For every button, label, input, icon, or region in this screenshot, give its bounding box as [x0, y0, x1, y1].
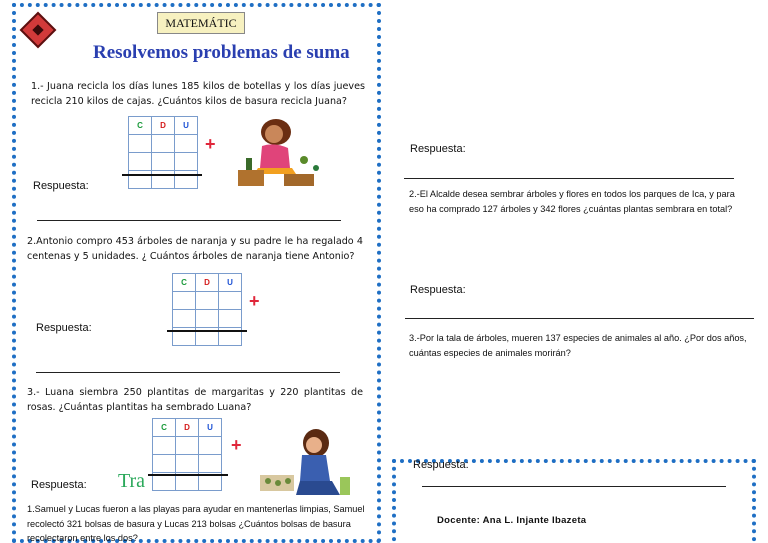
- right-answer-label-3: Respuesta:: [413, 459, 469, 471]
- problem-1-answer-label: Respuesta:: [33, 180, 89, 192]
- girl-planting-illustration: [256, 425, 354, 503]
- cdu-table-1: [128, 116, 198, 189]
- plus-sign-2: +: [249, 291, 260, 311]
- col-d: D: [196, 274, 219, 292]
- right-problem-3-text: 3.-Por la tala de árboles, mueren 137 especies de animales al año. ¿Por dos años, cuántas especies de animales morirán?: [409, 333, 747, 358]
- page-title: Resolvemos problemas de suma: [93, 42, 350, 63]
- right-answer-label-1: Respuesta:: [410, 143, 466, 155]
- problem-3-text: 3.- Luana siembra 250 plantitas de margaritas y 220 plantitas de rosas. ¿Cuántas plantitas ha sembrado Luana?: [27, 387, 363, 413]
- problem-1-text: 1.- Juana recicla los días lunes 185 kilos de botellas y los días jueves recicla 210 kilos de cajas. ¿Cuántos kilos de basura recicla Juana?: [31, 81, 365, 107]
- problem-3-answer-label: Respuesta:: [31, 479, 87, 491]
- sum-line-2: [167, 330, 247, 332]
- right-answer-line-1: [404, 178, 734, 179]
- dotted-border-right: [392, 459, 756, 543]
- col-u: U: [199, 419, 222, 437]
- col-c: C: [129, 117, 152, 135]
- plus-sign-3: +: [231, 435, 242, 455]
- col-c: C: [173, 274, 196, 292]
- col-u: U: [219, 274, 242, 292]
- problem-2-text: 2.Antonio compro 453 árboles de naranja y su padre le ha regalado 4 centenas y 5 unidades. ¿ Cuántos árboles de naranja tiene Antonio?: [27, 236, 363, 262]
- right-answer-line-3: [422, 486, 726, 487]
- col-d: D: [176, 419, 199, 437]
- right-answer-label-2: Respuesta:: [410, 284, 466, 296]
- right-problem-2-text: 2.-El Alcalde desea sembrar árboles y flores en todos los parques de Ica, y para eso ha comprado 127 árboles y 342 flores ¿cuántas plantas sembrara en total?: [409, 189, 735, 214]
- col-d: D: [152, 117, 175, 135]
- col-c: C: [153, 419, 176, 437]
- problem-1-answer-line: [37, 220, 341, 221]
- problem-2-answer-line: [36, 372, 340, 373]
- sum-line-3: [148, 474, 228, 476]
- cdu-table-2: [172, 273, 242, 346]
- subject-label: MATEMÁTIC: [157, 12, 245, 34]
- overlay-text: Tra: [118, 470, 146, 492]
- teacher-name: Docente: Ana L. Injante Ibazeta: [437, 515, 587, 526]
- problem-2-answer-label: Respuesta:: [36, 322, 92, 334]
- col-u: U: [175, 117, 198, 135]
- cdu-table-3: [152, 418, 222, 491]
- right-answer-line-2: [405, 318, 754, 319]
- plus-sign-1: +: [205, 134, 216, 154]
- problem-4-text: 1.Samuel y Lucas fueron a las playas para ayudar en mantenerlas limpias, Samuel recolectó 321 bolsas de basura y Lucas 213 bolsas ¿Cuántos bolsas de basura recolectaron entre los dos?: [27, 504, 365, 543]
- girl-recycling-illustration: [234, 112, 330, 190]
- sum-line-1: [122, 174, 202, 176]
